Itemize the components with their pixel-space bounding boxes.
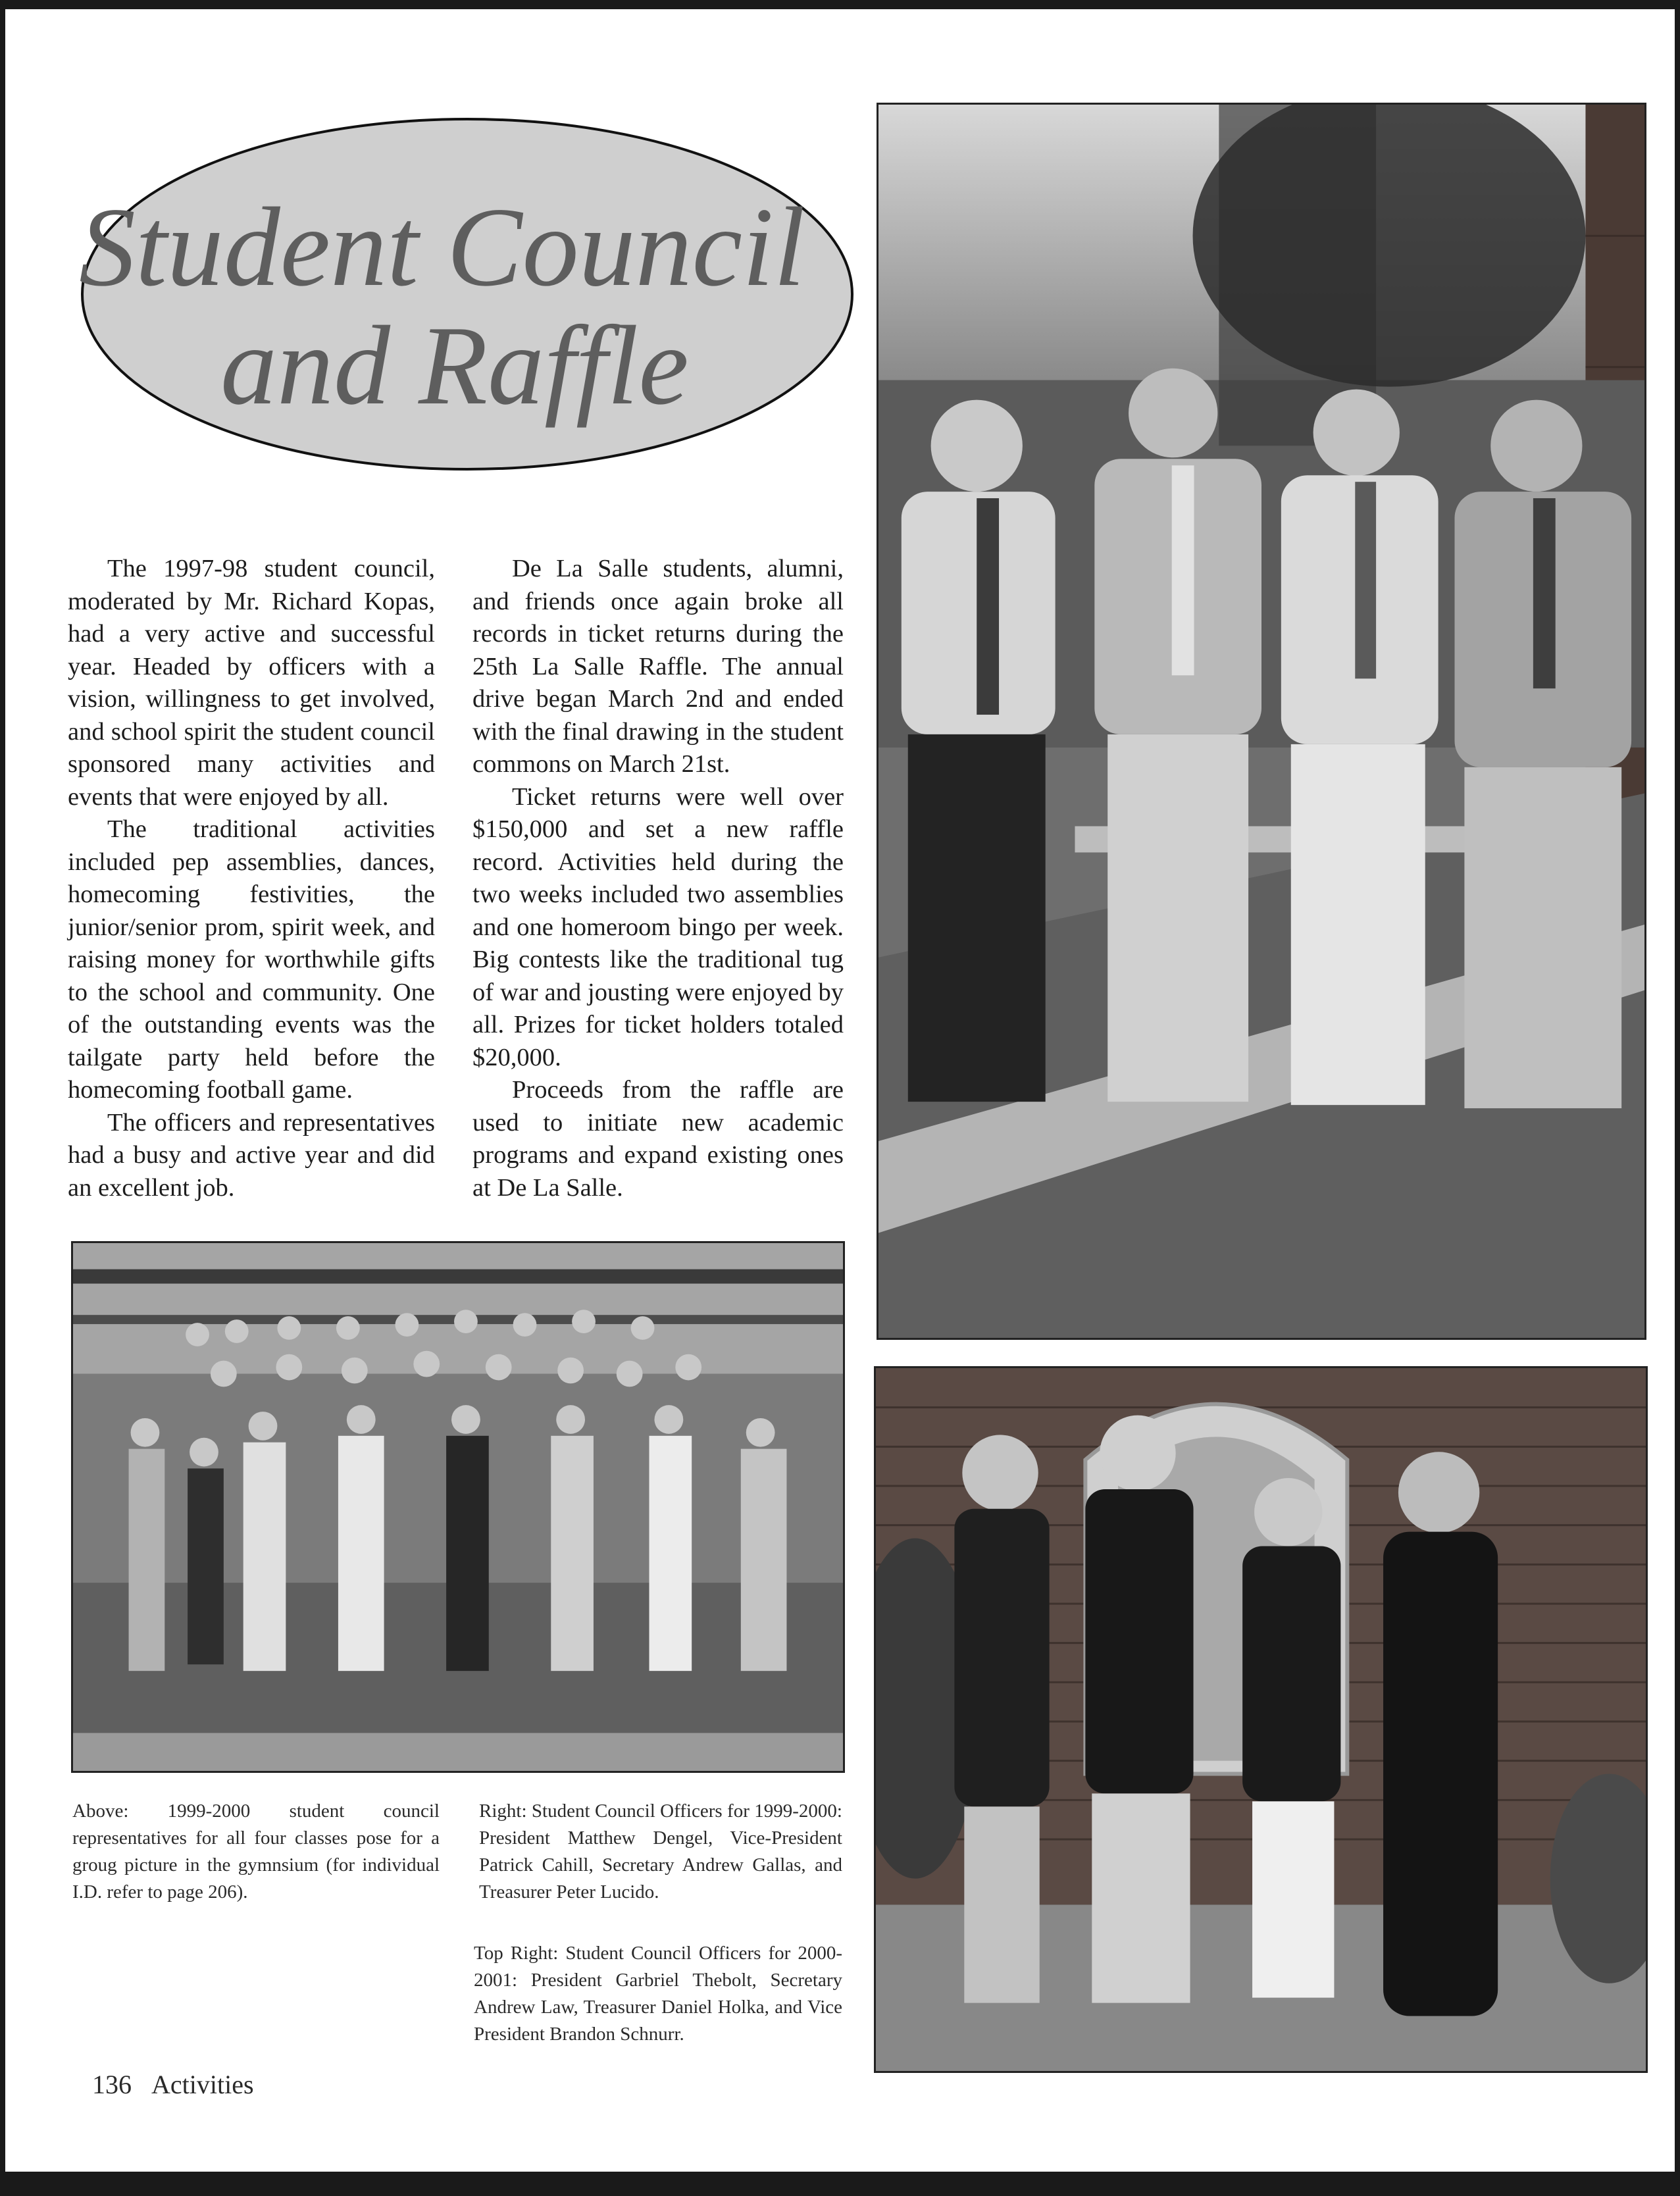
article-column-1 xyxy=(68,553,435,1204)
paragraph: Ticket returns were well over $150,000 and set a new raffle record. Activities held during the two weeks included two assemblies and one homeroom bingo per week. Big contests like the traditional tug of war and jousting were enjoyed by all. Prizes for ticket holders totaled $20,000. xyxy=(472,782,844,1071)
officers-2000-2001-photo xyxy=(877,103,1646,1340)
page-frame-top xyxy=(0,0,1680,9)
page-frame-bottom xyxy=(0,2172,1680,2196)
caption-right: Right: Student Council Officers for 1999-2000: President Matthew Dengel, Vice-President Patrick Cahill, Secretary Andrew Gallas, and Treasurer Peter Lucido. xyxy=(479,1800,842,1902)
paragraph: Proceeds from the raffle are used to initiate new academic programs and expand existing ones at De La Salle. xyxy=(472,1076,844,1202)
paragraph: The 1997-98 student council, moderated by Mr. Richard Kopas, had a very active and successful year. Headed by officers with a vision, willingness to get involved, and school spirit the student council sponsored many activities and events that were enjoyed by all. xyxy=(68,555,435,811)
section-name: Activities xyxy=(151,2070,254,2099)
article-column-2 xyxy=(472,553,844,1204)
officers-1999-2000-photo xyxy=(874,1366,1648,2073)
page-folio xyxy=(92,2069,274,2100)
page-frame-right xyxy=(1675,0,1680,2196)
page-frame-left xyxy=(0,0,5,2196)
page-title-line2: and Raffle xyxy=(220,303,689,428)
page-number: 136 xyxy=(92,2070,132,2099)
paragraph: De La Salle students, alumni, and friends once again broke all records in ticket returns during the 25th La Salle Raffle. The annual drive began March 2nd and ended with the final drawing in the student commons on March 21st. xyxy=(472,555,844,778)
page-title-line1: Student Council xyxy=(79,185,805,310)
paragraph: The officers and representatives had a busy and active year and did an excellent job. xyxy=(68,1108,435,1202)
caption-above: Above: 1999-2000 student council representatives for all four classes pose for a groug picture in the gymnsium (for individual I.D. refer to page 206). xyxy=(72,1800,440,1902)
paragraph: The traditional activities included pep assemblies, dances, homecoming festivities, the junior/senior prom, spirit week, and raising money for worthwhile gifts to the school and community. One of the outstanding events was the tailgate party held before the homecoming football game. xyxy=(68,815,435,1104)
representatives-group-photo xyxy=(71,1241,845,1773)
caption-top-right: Top Right: Student Council Officers for 2000-2001: President Garbriel Thebolt, Secretary Andrew Law, Treasurer Daniel Holka, and Vice President Brandon Schnurr. xyxy=(474,1943,842,2045)
